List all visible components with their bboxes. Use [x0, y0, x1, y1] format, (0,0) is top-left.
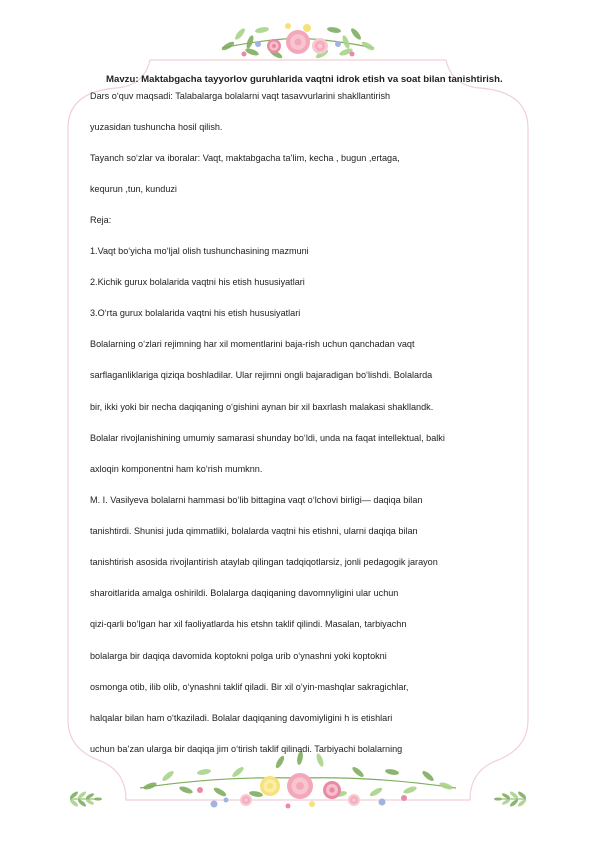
plan-item: 1.Vaqt bo‘yicha mo‘ljal olish tushunchasining mazmuni — [90, 246, 309, 256]
body-line: tanishtirdi. Shunisi juda qimmatliki, bolalarda vaqtni his etishni, ularni daqiqa bilan — [90, 526, 418, 536]
section-heading: Reja: — [90, 215, 112, 225]
document-title: Mavzu: Maktabgacha tayyorlov guruhlarida vaqtni idrok etish va soat bilan tanishtirish. — [106, 74, 503, 85]
body-line: tanishtirish asosida rivojlantirish ataylab qilingan tadqiqotlarsiz, jonli pedagogik jarayon — [90, 557, 438, 567]
body-line: axloqin komponentni ham ko‘rish mumknn. — [90, 464, 263, 474]
body-line: qizi-qarli bo‘lgan har xil faoliyatlarda his etshn taklif qilindi. Masalan, tarbiyachn — [90, 619, 407, 629]
body-line: Dars o‘quv maqsadi: Talabalarga bolalarni vaqt tasavvurlarini shakllantirish — [90, 91, 391, 101]
body-line: uchun ba’zan ularga bir daqiqa jim o‘tirish taklif qilinadi. Tarbiyachi bolalarning — [90, 744, 403, 754]
body-line: kequrun ,tun, kunduzi — [90, 184, 177, 194]
body-line: halqalar bilan ham o‘tkaziladi. Bolalar daqiqaning davomiyligini h is etishlari — [90, 713, 393, 723]
plan-item: 3.O‘rta gurux bolalarida vaqtni his etish hususiyatlari — [90, 308, 301, 318]
body-line: M. I. Vasilyeva bolalarni hammasi bo‘lib bittagina vaqt o‘lchovi birligi— daqiqa bilan — [90, 495, 423, 505]
body-line: sharoitlarida amalga oshirildi. Bolalarga daqiqaning davomnyligini ular uchun — [90, 588, 399, 598]
body-line: Tayanch so‘zlar va iboralar: Vaqt, maktabgacha ta’lim, kecha , bugun ,ertaga, — [90, 153, 400, 163]
body-line: bolalarga bir daqiqa davomida koptokni polga urib o‘ynashni yoki koptokni — [90, 651, 387, 661]
body-line: yuzasidan tushuncha hosil qilish. — [90, 122, 223, 132]
body-line: Bolalar rivojlanishining umumiy samarasi shunday bo‘ldi, unda na faqat intellektual, balki — [90, 433, 445, 443]
body-line: sarflaganliklariga qiziqa boshladilar. Ular rejimni ongli bajaradigan bo‘lishdi. Bolalarda — [90, 370, 433, 380]
body-line: Bolalarning o‘zlari rejimning har xil momentlarini baja-rish uchun qanchadan vaqt — [90, 339, 415, 349]
body-line: bir, ikki yoki bir necha daqiqaning o‘gishini aynan bir xil baxrlash malakasi shakllandk. — [90, 402, 434, 412]
plan-item: 2.Kichik gurux bolalarida vaqtni his etish hususiyatlari — [90, 277, 305, 287]
body-line: osmonga otib, ilib olib, o‘ynashni taklif qiladi. Bir xil o‘yin-mashqlar sakragichlar, — [90, 682, 409, 692]
